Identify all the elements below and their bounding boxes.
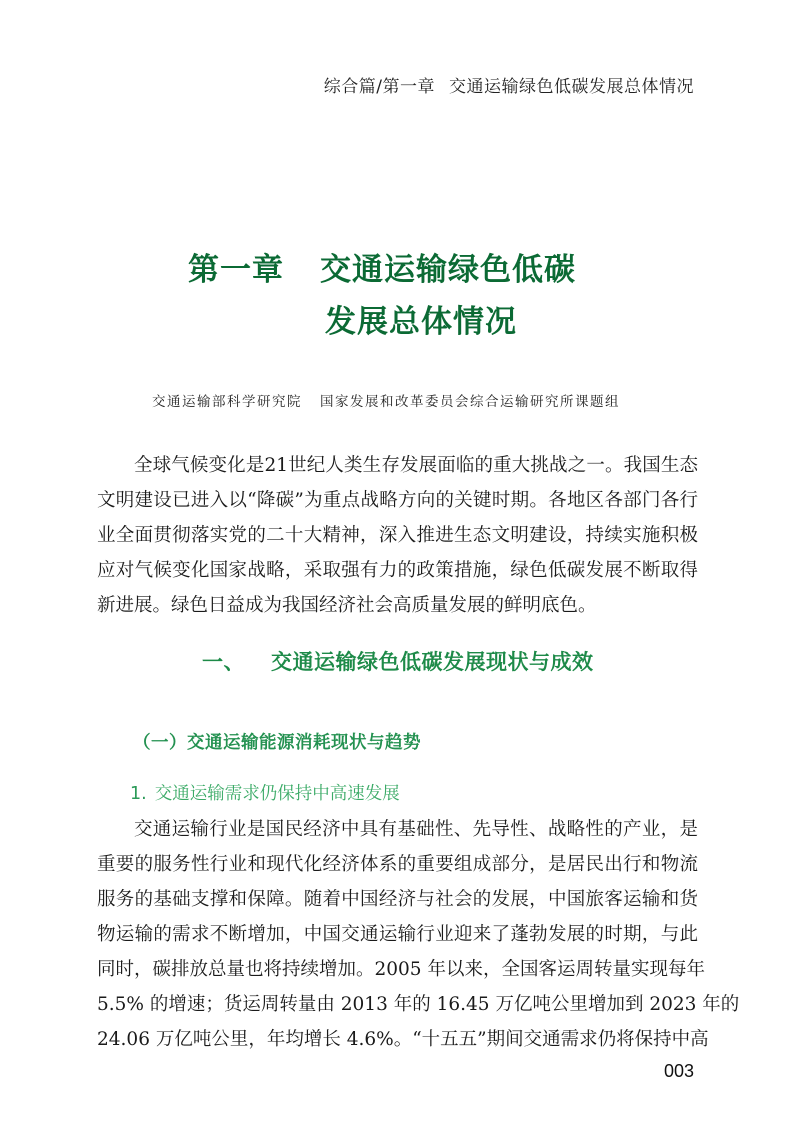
text-line: 文明建设已进入以“降碳”为重点战略方向的关键时期。各地区各部门各行 xyxy=(97,490,698,511)
text-line: 服务的基础支撑和保障。随着中国经济与社会的发展，中国旅客运输和货 xyxy=(97,889,698,910)
text-line: 同时，碳排放总量也将持续增加。2005 年以来，全国客运周转量实现每年 xyxy=(97,959,705,980)
subsection-heading: （一）交通运输能源消耗现状与趋势 xyxy=(133,733,421,753)
author: 交通运输部科学研究院 xyxy=(152,394,302,410)
item-heading xyxy=(130,780,400,805)
item-number: 1. xyxy=(130,784,147,804)
header-chapter-title: 交通运输绿色低碳发展总体情况 xyxy=(449,77,694,97)
authors xyxy=(152,390,620,410)
intro-paragraph xyxy=(97,448,698,623)
author: 国家发展和改革委员会综合运输研究所课题组 xyxy=(320,394,620,410)
section-heading xyxy=(202,646,594,676)
text-line: 新进展。绿色日益成为我国经济社会高质量发展的鲜明底色。 xyxy=(97,595,597,616)
text-line: 重要的服务性行业和现代化经济体系的重要组成部分，是居民出行和物流 xyxy=(97,854,698,875)
header-part: 综合篇/第一章 xyxy=(323,77,435,97)
section-title: 交通运输绿色低碳发展现状与成效 xyxy=(271,650,594,674)
body-paragraph xyxy=(97,812,740,1057)
section-number: 一、 xyxy=(202,650,245,674)
page-number: 003 xyxy=(663,1061,694,1081)
text-line: 24.06 万亿吨公里，年均增长 4.6%。“十五五”期间交通需求仍将保持中高 xyxy=(97,1029,709,1050)
chapter-number: 第一章 xyxy=(188,252,284,288)
text-line: 业全面贯彻落实党的二十大精神，深入推进生态文明建设，持续实施积极 xyxy=(97,525,698,546)
text-line: 交通运输行业是国民经济中具有基础性、先导性、战略性的产业，是 xyxy=(134,819,698,840)
chapter-title-line2: 发展总体情况 xyxy=(325,304,517,340)
text-line: 应对气候变化国家战略，采取强有力的政策措施，绿色低碳发展不断取得 xyxy=(97,560,698,581)
chapter-title xyxy=(188,244,576,348)
text-line: 物运输的需求不断增加，中国交通运输行业迎来了蓬勃发展的时期，与此 xyxy=(97,924,698,945)
item-title: 交通运输需求仍保持中高速发展 xyxy=(154,784,400,804)
chapter-title-line1: 交通运输绿色低碳 xyxy=(320,252,576,288)
text-line: 全球气候变化是21世纪人类生存发展面临的重大挑战之一。我国生态 xyxy=(134,455,698,476)
text-line: 5.5% 的增速；货运周转量由 2013 年的 16.45 万亿吨公里增加到 2023 年的 xyxy=(97,994,740,1015)
running-header xyxy=(324,72,694,97)
